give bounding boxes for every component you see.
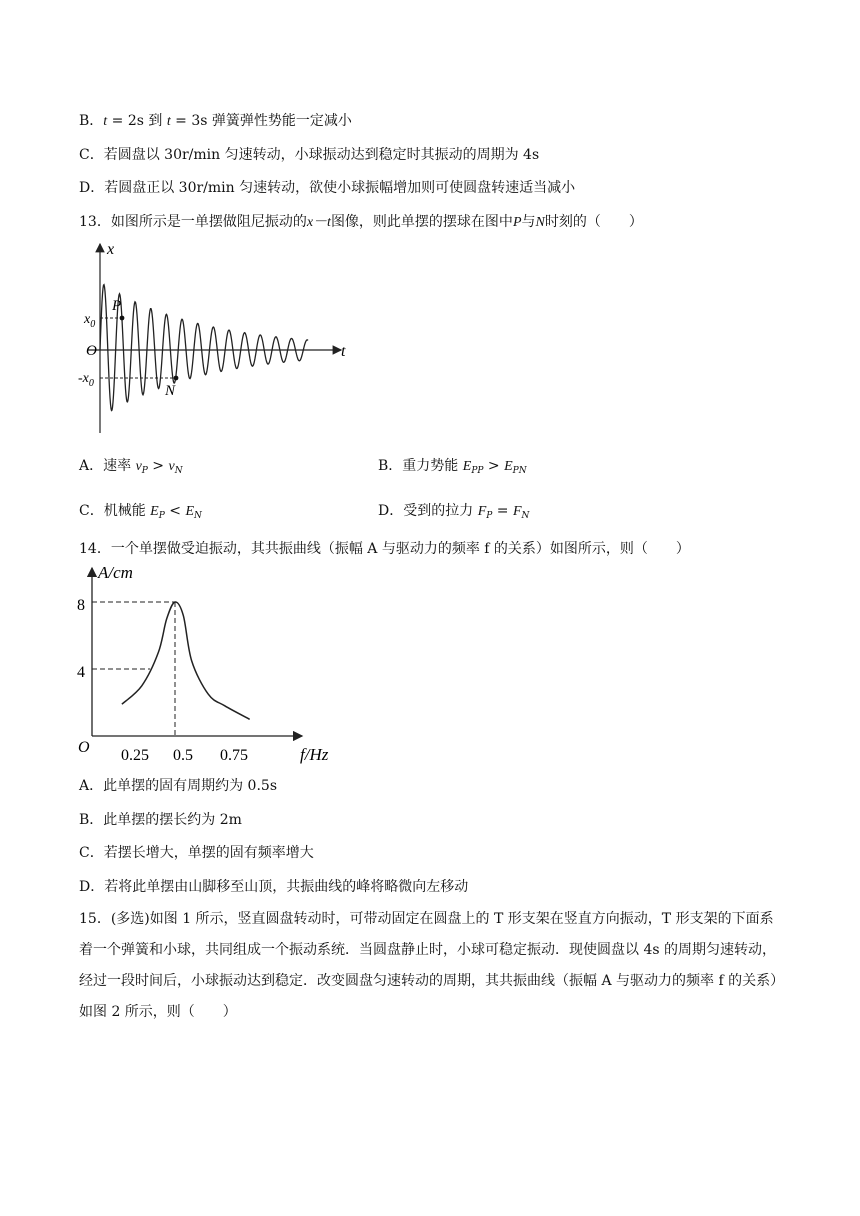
q12-option-d: D．若圆盘正以 30r/min 匀速转动，欲使小球振幅增加则可使圆盘转速适当减小	[79, 180, 576, 196]
a-axis-label: A/cm	[98, 563, 133, 582]
q12-option-c: C．若圆盘以 30r/min 匀速转动，小球振动达到稳定时其振动的周期为 4s	[79, 147, 540, 163]
point-p-label: P	[112, 298, 122, 314]
q14-option-a: A．此单摆的固有周期约为 0.5s	[79, 778, 278, 794]
q13-option-d: D．受到的拉力 $F_P = F_N$	[378, 503, 530, 521]
point-n-label: N	[165, 383, 176, 399]
q13-option-b: B．重力势能 $E_{PP} > E_{PN}$	[378, 458, 527, 476]
q13-option-a: A．速率 $v_P > v_N$	[79, 458, 183, 476]
q13-stem: 13．如图所示是一单摆做阻尼振动的x－t图像，则此单摆的摆球在图中P与N时刻的（ ）	[79, 214, 643, 230]
q14-option-b: B．此单摆的摆长约为 2m	[79, 812, 242, 828]
x-tick-05: 0.5	[173, 747, 193, 764]
point-p-dot	[120, 316, 125, 321]
origin-label: O	[86, 343, 97, 359]
q14-stem: 14．一个单摆做受迫振动，其共振曲线（振幅 A 与驱动力的频率 f 的关系）如图所示，则（ ）	[79, 541, 690, 557]
neg-x0-label: $-x_0$	[78, 371, 94, 389]
origin-label: O	[78, 739, 90, 756]
q14-option-c: C．若摆长增大，单摆的固有频率增大	[79, 845, 314, 861]
q15-stem: 15．(多选)如图 1 所示，竖直圆盘转动时，可带动固定在圆盘上的 T 形支架在竖直方向振动，T 形支架的下面系着一个弹簧和小球，共同组成一个振动系统．当圆盘静止时，小球可稳定振动．现使圆盘以 4s 的周期匀速转动，经过一段时间后，小球振动达到稳定．改变圆盘匀速转动的周期，其共振曲线（振幅 A 与驱动力的频率 f 的关系）如图 2 所示，则（ ）	[79, 911, 785, 1020]
t-axis-label: t	[341, 343, 346, 360]
y-tick-4: 4	[77, 664, 85, 681]
resonance-curve	[122, 602, 250, 719]
y-tick-8: 8	[77, 597, 85, 614]
q13-option-c: C．机械能 $E_P < E_N$	[79, 503, 202, 521]
q12-option-b: B．t = 2s 到 t = 3s 弹簧弹性势能一定减小	[79, 113, 352, 129]
damped-oscillation-graph	[76, 238, 366, 438]
q14-option-d: D．若将此单摆由山脚移至山顶，共振曲线的峰将略微向左移动	[79, 879, 469, 895]
f-axis-label: f/Hz	[300, 745, 329, 764]
x-axis-label: x	[107, 241, 115, 258]
x-tick-025: 0.25	[121, 747, 149, 764]
point-n-dot	[174, 376, 179, 381]
x-tick-075: 0.75	[220, 747, 248, 764]
x0-label: $x_0$	[84, 312, 96, 330]
damped-curve	[100, 285, 308, 411]
resonance-curve-chart	[74, 562, 344, 772]
